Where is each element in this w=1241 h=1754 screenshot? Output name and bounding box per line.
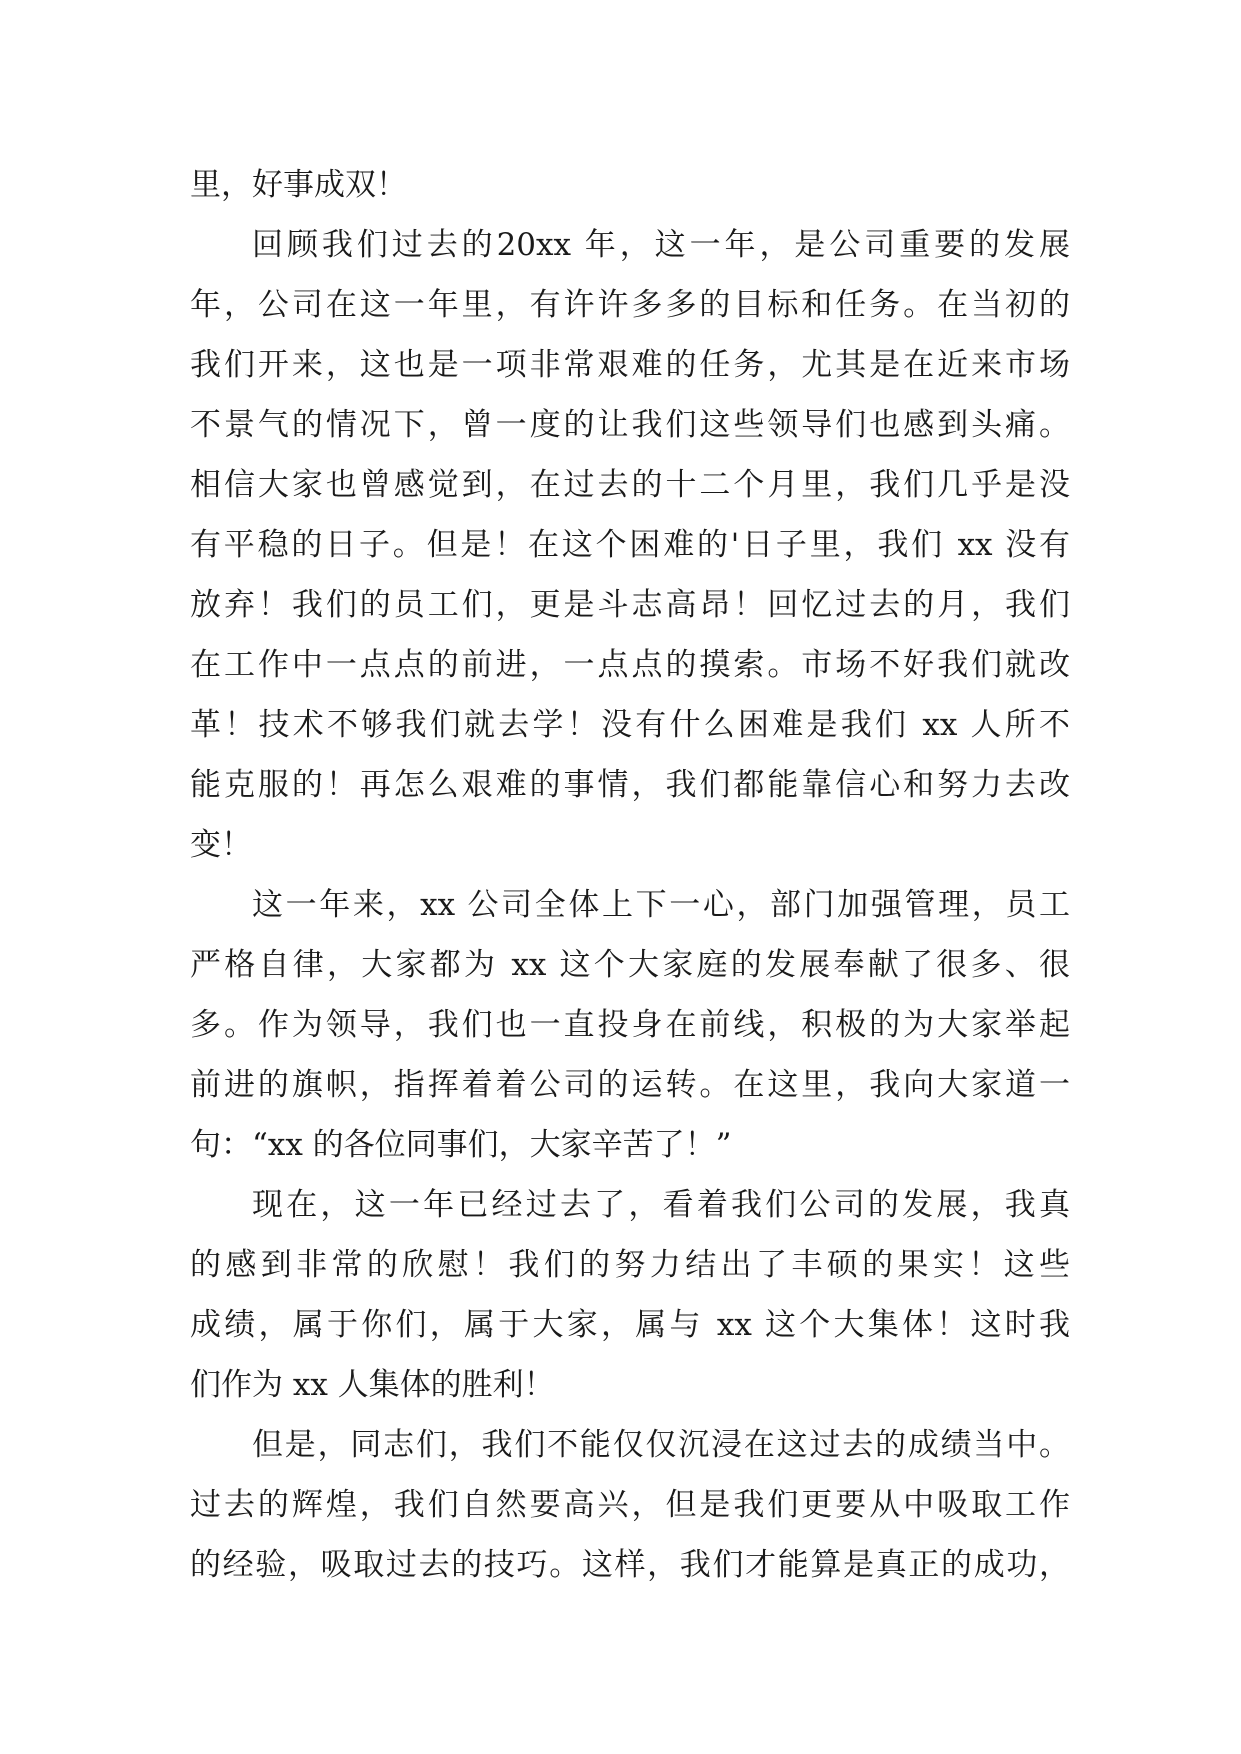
text-line: 的感到非常的欣慰！我们的努力结出了丰硕的果实！这些 (190, 1247, 1070, 1283)
text-line: 年，公司在这一年里，有许许多多的目标和任务。在当初的 (190, 287, 1070, 323)
text-line: 相信大家也曾感觉到，在过去的十二个月里，我们几乎是没 (190, 467, 1070, 503)
text-line: 过去的辉煌，我们自然要高兴，但是我们更要从中吸取工作 (190, 1487, 1070, 1523)
text-line: 但是，同志们，我们不能仅仅沉浸在这过去的成绩当中。 (252, 1427, 1070, 1463)
text-line: 现在，这一年已经过去了，看着我们公司的发展，我真 (252, 1187, 1070, 1223)
text-line: 革！技术不够我们就去学！没有什么困难是我们 xx 人所不 (190, 707, 1070, 743)
text-line: 这一年来，xx 公司全体上下一心，部门加强管理，员工 (252, 887, 1070, 923)
text-line: 的经验，吸取过去的技巧。这样，我们才能算是真正的成功， (190, 1547, 1070, 1583)
text-line: 变！ (190, 827, 252, 863)
document-body (190, 155, 1070, 1595)
text-line: 们作为 xx 人集体的胜利！ (190, 1367, 555, 1403)
text-line: 多。作为领导，我们也一直投身在前线，积极的为大家举起 (190, 1007, 1070, 1043)
text-line: 严格自律，大家都为 xx 这个大家庭的发展奉献了很多、很 (190, 947, 1070, 983)
text-line: 回顾我们过去的20xx 年，这一年，是公司重要的发展 (252, 227, 1070, 263)
text-line: 我们开来，这也是一项非常艰难的任务，尤其是在近来市场 (190, 347, 1070, 383)
text-line: 句：“xx 的各位同事们，大家辛苦了！” (190, 1127, 732, 1163)
text-line: 前进的旗帜，指挥着着公司的运转。在这里，我向大家道一 (190, 1067, 1070, 1103)
text-line: 不景气的情况下，曾一度的让我们这些领导们也感到头痛。 (190, 407, 1070, 443)
text-line: 里，好事成双！ (190, 167, 407, 203)
text-line: 放弃！我们的员工们，更是斗志高昂！回忆过去的月，我们 (190, 587, 1070, 623)
text-line: 有平稳的日子。但是！在这个困难的'日子里，我们 xx 没有 (190, 527, 1070, 563)
text-line: 能克服的！再怎么艰难的事情，我们都能靠信心和努力去改 (190, 767, 1070, 803)
text-line: 成绩，属于你们，属于大家，属与 xx 这个大集体！这时我 (190, 1307, 1070, 1343)
text-line: 在工作中一点点的前进，一点点的摸索。市场不好我们就改 (190, 647, 1070, 683)
